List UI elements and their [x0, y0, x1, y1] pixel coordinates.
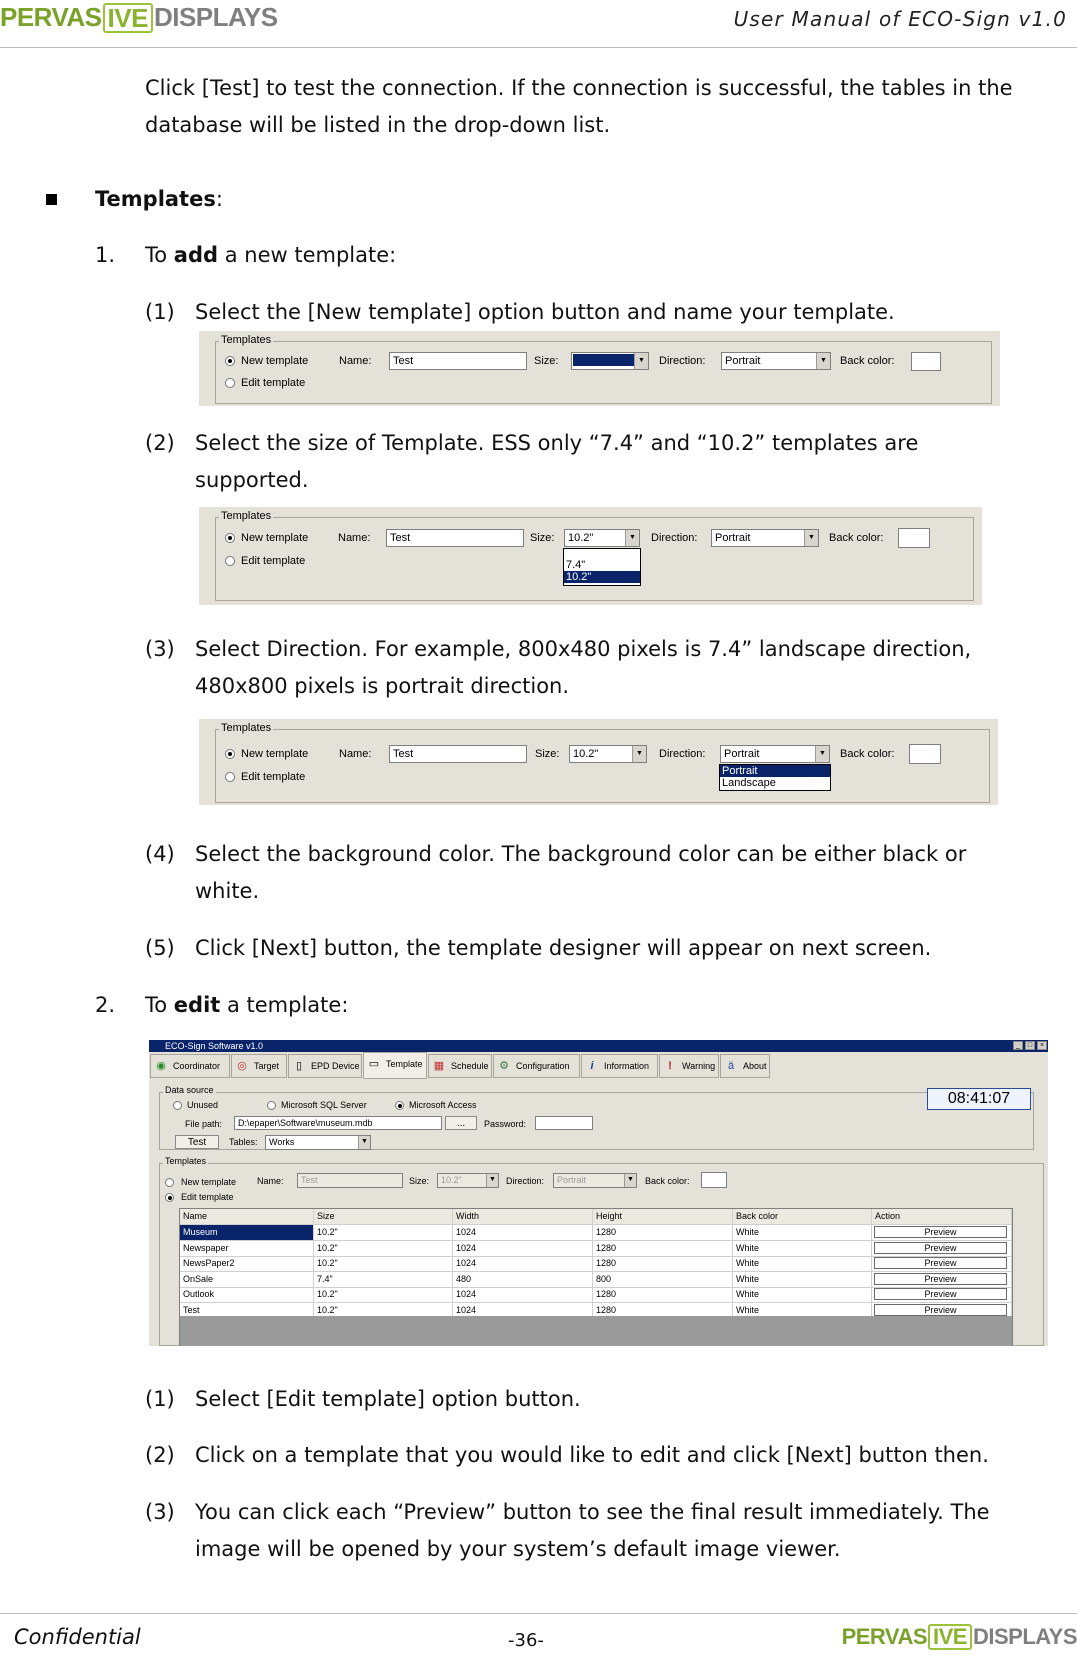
tab-warning[interactable]: ! Warning	[659, 1054, 719, 1078]
name-input[interactable]: Test	[386, 529, 524, 547]
back-color-label: Back color:	[840, 355, 895, 367]
signal-icon: ◉	[156, 1060, 166, 1072]
preview-button[interactable]: Preview	[874, 1257, 1007, 1269]
direction-option[interactable]: Landscape	[722, 777, 776, 789]
footer-logo: PERVAS IVE DISPLAYS	[841, 1624, 1077, 1649]
table-cell: Museum	[180, 1225, 314, 1240]
table-cell: NewsPaper2	[180, 1256, 314, 1271]
header-logo: PERVAS IVE DISPLAYS	[0, 2, 278, 33]
edit-step-2-text: Click on a template that you would like to edit and click [Next] button then.	[195, 1443, 989, 1467]
device-icon: ▯	[295, 1060, 303, 1072]
table-cell: 1280	[593, 1241, 733, 1256]
table-cell: White	[733, 1225, 872, 1240]
new-template-label: New template	[241, 355, 309, 367]
file-path-input[interactable]: D:\epaper\Software\museum.mdb	[234, 1116, 442, 1130]
back-color-box[interactable]	[909, 744, 941, 764]
edit-step-2-number: (2)	[145, 1443, 175, 1467]
edit-template-radio[interactable]	[225, 556, 235, 566]
template-icon: ▭	[368, 1058, 380, 1070]
new-template-label: New template	[241, 748, 309, 760]
add-step-3-number: (3)	[145, 637, 175, 661]
preview-button[interactable]: Preview	[874, 1288, 1007, 1300]
chevron-down-icon: ▼	[358, 1136, 370, 1149]
direction-label: Direction:	[659, 748, 706, 760]
direction-select[interactable]: Portrait ▼	[720, 745, 830, 763]
back-color-label: Back color:	[829, 532, 884, 544]
add-step-4-number: (4)	[145, 842, 175, 866]
maximize-button[interactable]: □	[1025, 1041, 1035, 1050]
table-cell: White	[733, 1272, 872, 1287]
tab-target[interactable]: ◎ Target	[231, 1054, 287, 1078]
tab-configuration[interactable]: ⚙ Configuration	[493, 1054, 580, 1078]
name-label: Name:	[339, 355, 372, 367]
table-cell	[872, 1272, 1012, 1287]
gear-icon: ⚙	[499, 1060, 509, 1072]
tab-schedule[interactable]: ▦ Schedule	[428, 1054, 492, 1078]
new-template-radio[interactable]	[225, 749, 235, 759]
direction-label: Direction:	[651, 532, 698, 544]
datasource-unused-radio[interactable]	[173, 1101, 182, 1110]
app-back-color-box[interactable]	[701, 1172, 727, 1188]
edit-step-1-number: (1)	[145, 1387, 175, 1411]
table-cell: 1024	[453, 1287, 593, 1302]
chevron-down-icon: ▼	[815, 746, 829, 762]
add-step-4-line-1: Select the background color. The background color can be either black or	[195, 842, 967, 866]
edit-template-radio[interactable]	[225, 772, 235, 782]
edit-template-label: Edit template	[241, 555, 306, 567]
table-cell: 10.2"	[314, 1303, 453, 1318]
screenshot-app-window	[149, 1040, 1048, 1346]
templates-group-label: Templates	[221, 510, 272, 522]
footer-confidential: Confidential	[14, 1625, 141, 1649]
intro-line-1: Click [Test] to test the connection. If the connection is successful, the tables in the	[145, 76, 1013, 100]
size-option[interactable]: 7.4"	[566, 559, 586, 571]
app-edit-template-radio[interactable]	[165, 1193, 174, 1202]
chevron-down-icon: ▼	[624, 1174, 636, 1187]
size-select[interactable]: 10.2" ▼	[564, 529, 640, 547]
tables-label: Tables:	[229, 1137, 258, 1147]
add-step-1-number: (1)	[145, 300, 175, 324]
table-cell: 480	[453, 1272, 593, 1287]
datasource-access-label: Microsoft Access	[409, 1100, 477, 1110]
column-header: Width	[453, 1209, 593, 1224]
browse-button[interactable]: ...	[445, 1116, 477, 1130]
table-cell: White	[733, 1256, 872, 1271]
column-header: Height	[593, 1209, 733, 1224]
table-cell: 1280	[593, 1303, 733, 1318]
datasource-sql-label: Microsoft SQL Server	[281, 1100, 367, 1110]
edit-step-3-line-1: You can click each “Preview” button to see the final result immediately. The	[195, 1500, 990, 1524]
table-cell: 10.2"	[314, 1241, 453, 1256]
header-title: User Manual of ECO-Sign v1.0	[733, 7, 1067, 31]
tab-epd-device[interactable]: ▯ EPD Device	[288, 1054, 362, 1078]
back-color-box[interactable]	[898, 528, 930, 548]
table-cell: 1024	[453, 1241, 593, 1256]
edit-template-label: Edit template	[241, 771, 306, 783]
test-button[interactable]: Test	[175, 1135, 219, 1149]
direction-select[interactable]: Portrait ▼	[711, 529, 819, 547]
clock-display: 08:41:07	[927, 1088, 1031, 1110]
direction-select[interactable]: Portrait ▼	[721, 352, 831, 370]
table-cell: Newspaper	[180, 1241, 314, 1256]
section-bullet-icon	[46, 194, 57, 205]
warning-icon: !	[668, 1060, 672, 1072]
app-back-color-label: Back color:	[645, 1176, 690, 1186]
new-template-radio[interactable]	[225, 533, 235, 543]
about-icon: ä	[727, 1060, 735, 1072]
password-input[interactable]	[535, 1116, 593, 1130]
name-label: Name:	[338, 532, 371, 544]
chevron-down-icon: ▼	[804, 530, 818, 546]
table-row[interactable]	[180, 1256, 1012, 1272]
close-button[interactable]: ×	[1037, 1041, 1047, 1050]
preview-button[interactable]: Preview	[874, 1242, 1007, 1254]
add-step-2-line-2: supported.	[195, 468, 309, 492]
templates-group-label: Templates	[221, 334, 272, 346]
chevron-down-icon: ▼	[632, 746, 646, 762]
add-step-5-text: Click [Next] button, the template designer will appear on next screen.	[195, 936, 932, 960]
datasource-sql-radio[interactable]	[267, 1101, 276, 1110]
name-input[interactable]: Test	[389, 745, 527, 763]
chevron-down-icon: ▼	[816, 353, 830, 369]
name-label: Name:	[339, 748, 372, 760]
table-cell: 1280	[593, 1256, 733, 1271]
table-cell: White	[733, 1241, 872, 1256]
app-direction-label: Direction:	[506, 1176, 545, 1186]
edit-step-3-number: (3)	[145, 1500, 175, 1524]
app-new-template-label: New template	[181, 1177, 237, 1187]
table-cell	[872, 1225, 1012, 1240]
new-template-label: New template	[241, 532, 309, 544]
datasource-access-radio[interactable]	[395, 1101, 404, 1110]
add-step-2-number: (2)	[145, 431, 175, 455]
password-label: Password:	[484, 1119, 527, 1129]
templates-groupbox	[215, 729, 990, 803]
target-icon: ◎	[237, 1060, 247, 1072]
table-cell: Outlook	[180, 1287, 314, 1302]
table-cell	[872, 1241, 1012, 1256]
screenshot-direction-select	[199, 719, 998, 805]
table-cell: 1280	[593, 1287, 733, 1302]
table-cell: 1024	[453, 1256, 593, 1271]
add-heading: To add a new template:	[145, 243, 397, 267]
app-size-label: Size:	[409, 1176, 430, 1186]
screenshot-size-select	[199, 507, 982, 605]
size-option-selected[interactable]: 10.2"	[564, 571, 640, 583]
preview-button[interactable]: Preview	[874, 1304, 1007, 1316]
tab-template[interactable]: ▭ Template	[363, 1052, 427, 1079]
add-step-2-line-1: Select the size of Template. ESS only “7.4” and “10.2” templates are	[195, 431, 919, 455]
tables-select[interactable]: Works ▼	[265, 1135, 371, 1150]
direction-dropdown-list	[719, 764, 831, 791]
preview-button[interactable]: Preview	[874, 1226, 1007, 1238]
back-color-label: Back color:	[840, 748, 895, 760]
chevron-down-icon: ▼	[625, 530, 639, 546]
table-cell: 10.2"	[314, 1225, 453, 1240]
tab-coordinator[interactable]: ◉ Coordinator	[150, 1054, 230, 1078]
column-header: Name	[180, 1209, 314, 1224]
edit-number: 2.	[95, 993, 116, 1017]
tab-about[interactable]: ä About	[720, 1054, 770, 1078]
add-step-3-line-1: Select Direction. For example, 800x480 pixels is 7.4” landscape direction,	[195, 637, 972, 661]
table-cell: 7.4"	[314, 1272, 453, 1287]
app-name-input[interactable]: Test	[297, 1173, 403, 1188]
new-template-radio[interactable]	[225, 356, 235, 366]
templates-table	[179, 1208, 1013, 1346]
table-cell: 1024	[453, 1225, 593, 1240]
section-title: Templates:	[95, 187, 223, 211]
table-row[interactable]	[180, 1287, 1012, 1303]
table-row[interactable]	[180, 1241, 1012, 1257]
table-cell: White	[733, 1303, 872, 1318]
chevron-down-icon: ▼	[486, 1174, 498, 1187]
table-row[interactable]	[180, 1225, 1012, 1241]
edit-heading: To edit a template:	[145, 993, 349, 1017]
app-direction-select[interactable]: Portrait ▼	[553, 1173, 637, 1188]
add-number: 1.	[95, 243, 116, 267]
edit-template-radio[interactable]	[225, 378, 235, 388]
app-name-label: Name:	[257, 1176, 284, 1186]
table-row[interactable]	[180, 1272, 1012, 1288]
calendar-icon: ▦	[433, 1060, 445, 1072]
table-cell: 10.2"	[314, 1256, 453, 1271]
add-step-1-text: Select the [New template] option button and name your template.	[195, 300, 895, 324]
add-step-5-number: (5)	[145, 936, 175, 960]
table-cell: White	[733, 1287, 872, 1302]
intro-line-2: database will be listed in the drop-down list.	[145, 113, 611, 137]
direction-option-selected[interactable]: Portrait	[720, 765, 830, 777]
templates-groupbox	[215, 341, 992, 404]
table-cell: OnSale	[180, 1272, 314, 1287]
table-cell	[872, 1287, 1012, 1302]
column-header: Back color	[733, 1209, 872, 1224]
table-cell: 1024	[453, 1303, 593, 1318]
add-step-4-line-2: white.	[195, 879, 260, 903]
size-select[interactable]	[571, 352, 649, 370]
minimize-button[interactable]: _	[1013, 1041, 1023, 1050]
edit-step-3-line-2: image will be opened by your system’s default image viewer.	[195, 1537, 841, 1561]
table-cell: 1280	[593, 1225, 733, 1240]
app-titlebar: ECO-Sign Software v1.0	[149, 1040, 1048, 1052]
screenshot-new-template	[199, 331, 1000, 406]
file-path-label: File path:	[185, 1119, 223, 1129]
size-dropdown-list	[563, 548, 641, 586]
chevron-down-icon: ▼	[634, 353, 648, 369]
column-header: Action	[872, 1209, 1012, 1224]
table-cell: 800	[593, 1272, 733, 1287]
footer-page-number: -36-	[508, 1630, 544, 1651]
column-header: Size	[314, 1209, 453, 1224]
name-input[interactable]: Test	[389, 352, 527, 370]
templates-group-label: Templates	[221, 722, 272, 734]
edit-template-label: Edit template	[241, 377, 306, 389]
size-label: Size:	[535, 748, 560, 760]
app-new-template-radio[interactable]	[165, 1178, 174, 1187]
back-color-box[interactable]	[911, 352, 941, 371]
size-label: Size:	[530, 532, 555, 544]
direction-label: Direction:	[659, 355, 706, 367]
add-step-3-line-2: 480x800 pixels is portrait direction.	[195, 674, 570, 698]
table-empty-area	[180, 1316, 1012, 1346]
tab-information[interactable]: i Information	[581, 1054, 658, 1078]
edit-step-1-text: Select [Edit template] option button.	[195, 1387, 581, 1411]
size-label: Size:	[534, 355, 559, 367]
datasource-group-label: Data source	[165, 1085, 214, 1095]
table-cell	[872, 1256, 1012, 1271]
app-edit-template-label: Edit template	[181, 1192, 234, 1202]
header-divider	[0, 47, 1077, 48]
table-cell: Test	[180, 1303, 314, 1318]
info-icon: i	[590, 1060, 594, 1072]
table-header-row	[180, 1209, 1012, 1225]
app-templates-group-label: Templates	[165, 1156, 207, 1166]
size-select[interactable]: 10.2" ▼	[569, 745, 647, 763]
app-size-select[interactable]: 10.2" ▼	[437, 1173, 499, 1188]
footer-divider	[0, 1613, 1077, 1614]
preview-button[interactable]: Preview	[874, 1273, 1007, 1285]
datasource-unused-label: Unused	[187, 1100, 219, 1110]
table-cell: 10.2"	[314, 1287, 453, 1302]
